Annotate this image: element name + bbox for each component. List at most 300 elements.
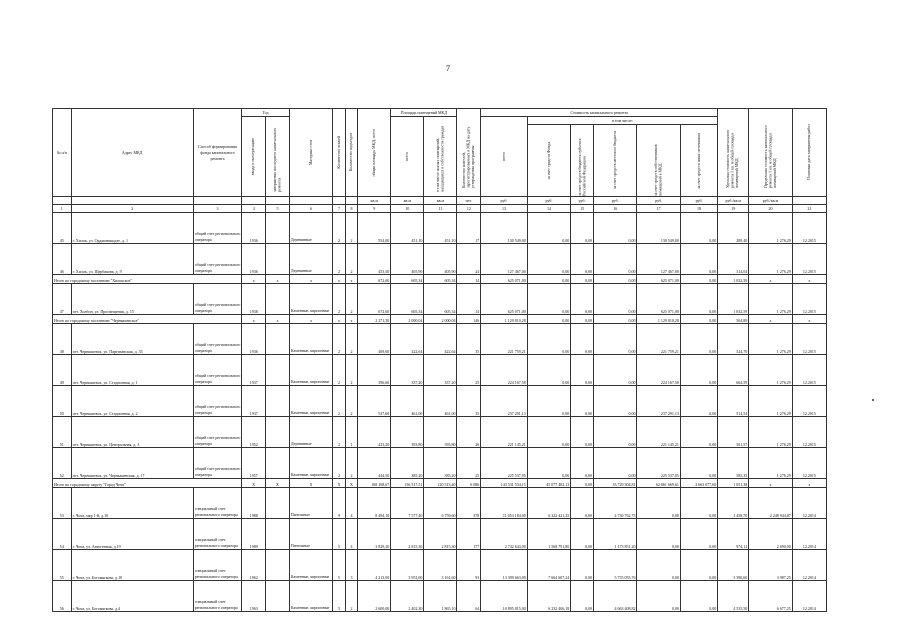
table-cell: 2 402,30 bbox=[391, 581, 424, 612]
table-cell: 3 bbox=[193, 205, 242, 213]
table-cell: 0,00 bbox=[571, 386, 594, 417]
table-cell: 625 071,00 bbox=[481, 284, 528, 315]
table-cell: x bbox=[749, 275, 792, 284]
column-numbers-row bbox=[53, 205, 827, 213]
table-cell: Панельные bbox=[289, 519, 332, 550]
capital-repair-table bbox=[52, 108, 827, 612]
table-cell: 56 bbox=[53, 581, 72, 612]
table-cell: 1 276,29 bbox=[749, 417, 792, 448]
table-cell: специальный счет регионального оператора bbox=[193, 550, 242, 581]
table-cell: 0,00 bbox=[593, 213, 636, 244]
table-cell bbox=[792, 197, 826, 205]
table-cell: 3 987,25 bbox=[749, 550, 792, 581]
table-row bbox=[53, 519, 827, 550]
table-cell bbox=[345, 197, 357, 205]
table-cell: 18 bbox=[680, 205, 717, 213]
table-cell: 48 bbox=[53, 324, 72, 355]
table-cell: 0,00 bbox=[571, 417, 594, 448]
table-cell: 12.2015 bbox=[792, 355, 826, 386]
table-cell: общий счет регионального оператора bbox=[193, 284, 242, 315]
table-cell: 4 bbox=[345, 519, 357, 550]
table-cell: общий счет регионального оператора bbox=[193, 213, 242, 244]
table-cell: x bbox=[333, 315, 345, 324]
total-row bbox=[53, 479, 827, 488]
table-row bbox=[53, 581, 827, 612]
header-cost-total: всего bbox=[481, 117, 528, 197]
table-cell: 25 bbox=[457, 355, 481, 386]
table-cell: 1 568 791,80 bbox=[527, 519, 570, 550]
header-max-cost: Предельная стоимость капитального ремонта 1 кв. м общей площади помещений МКД bbox=[749, 109, 792, 197]
table-cell: 54 bbox=[53, 519, 72, 550]
table-cell: 405,90 bbox=[391, 244, 424, 275]
table-cell: 26 bbox=[457, 417, 481, 448]
header-cost-local: за счет средств местного бюджета bbox=[593, 125, 636, 197]
table-cell: специальный счет регионального оператора bbox=[193, 519, 242, 550]
table-cell: г. Чита, мкр 1-й, д.10 bbox=[71, 488, 193, 519]
table-cell: 0,00 bbox=[680, 324, 717, 355]
table-cell bbox=[266, 197, 290, 205]
table-cell: 2 bbox=[345, 355, 357, 386]
header-premises-residential: в том числе жилых помещений, находящихся в собственности граждан bbox=[424, 117, 457, 197]
table-row bbox=[53, 324, 827, 355]
table-cell: 0,00 bbox=[527, 448, 570, 479]
table-cell: x bbox=[792, 275, 826, 284]
table-cell: 0,00 bbox=[527, 417, 570, 448]
table-cell: 314,04 bbox=[718, 244, 749, 275]
table-cell: 2 bbox=[333, 284, 345, 315]
table-cell: 2 bbox=[333, 355, 345, 386]
header-premises-group: Площадь помещений МКД bbox=[391, 109, 457, 117]
table-cell: x bbox=[242, 275, 266, 284]
table-cell: 62 061 669,61 bbox=[637, 479, 680, 488]
table-cell: 51 bbox=[53, 417, 72, 448]
header-year-commission: ввода в эксплуатацию bbox=[242, 117, 266, 197]
table-cell: 524,70 bbox=[718, 324, 749, 355]
table-cell: 237 291,13 bbox=[637, 386, 680, 417]
table-cell: 10 895 815,00 bbox=[481, 581, 528, 612]
table-cell bbox=[266, 417, 290, 448]
table-cell: 3 829,20 bbox=[358, 519, 391, 550]
table-cell: 49 bbox=[53, 355, 72, 386]
table-cell: 537,60 bbox=[358, 386, 391, 417]
table-cell: 0,00 bbox=[680, 244, 717, 275]
table-cell: 13 399 663,00 bbox=[481, 550, 528, 581]
table-cell: 453,50 bbox=[358, 244, 391, 275]
table-cell: 221 759,21 bbox=[481, 324, 528, 355]
table-cell: Итого по городскому поселению "Хилокское" bbox=[53, 275, 242, 284]
table-cell: специальный счет регионального оператора bbox=[193, 488, 242, 519]
table-cell: 3 161,60 bbox=[424, 550, 457, 581]
table-cell: 12.2015 bbox=[792, 284, 826, 315]
table-cell: 35 bbox=[457, 324, 481, 355]
table-cell: x bbox=[749, 479, 792, 488]
table-cell: 12.2014 bbox=[792, 581, 826, 612]
table-cell: 0,00 bbox=[571, 324, 594, 355]
table-cell: Каменные, кирпичные bbox=[289, 448, 332, 479]
table-cell: 1 032,59 bbox=[718, 284, 749, 315]
table-cell bbox=[266, 581, 290, 612]
table-cell: 2 663 077,60 bbox=[680, 479, 717, 488]
table-cell: 2 bbox=[333, 386, 345, 417]
table-cell: 393,80 bbox=[424, 417, 457, 448]
table-cell: 0,00 bbox=[593, 355, 636, 386]
table-cell: Каменные, кирпичные bbox=[289, 550, 332, 581]
header-method: Способ формирования фонда капитального ремонта bbox=[193, 109, 242, 197]
table-cell: X bbox=[345, 479, 357, 488]
table-cell: 1952 bbox=[242, 417, 266, 448]
table-cell: 561,57 bbox=[718, 417, 749, 448]
table-cell: 2 248 944,87 bbox=[749, 488, 792, 519]
table-cell: x bbox=[242, 315, 266, 324]
table-cell: 1 bbox=[345, 417, 357, 448]
table-cell: 33 729 304,81 bbox=[593, 479, 636, 488]
table-cell: x bbox=[333, 275, 345, 284]
table-cell: общий счет регионального оператора bbox=[193, 324, 242, 355]
table-cell: 224 167,58 bbox=[637, 355, 680, 386]
page-number: 7 bbox=[446, 64, 450, 73]
table-cell: 46 bbox=[53, 244, 72, 275]
table-cell: 0,00 bbox=[527, 284, 570, 315]
table-cell: 225 537,05 bbox=[481, 448, 528, 479]
table-cell: 2 bbox=[333, 213, 345, 244]
table-cell: 1 276,29 bbox=[749, 244, 792, 275]
table-cell: 385,20 bbox=[424, 448, 457, 479]
table-cell: 0,00 bbox=[593, 244, 636, 275]
table-cell: 0,00 bbox=[680, 355, 717, 386]
table-cell: руб. bbox=[527, 197, 570, 205]
table-cell: 4 213,00 bbox=[358, 550, 391, 581]
table-cell: руб. bbox=[593, 197, 636, 205]
table-cell: 554,00 bbox=[358, 213, 391, 244]
table-cell: 5 bbox=[333, 581, 345, 612]
table-cell: 12.2015 bbox=[792, 244, 826, 275]
table-cell: 0,00 bbox=[680, 488, 717, 519]
table-cell: 0,00 bbox=[571, 488, 594, 519]
table-cell: 12.2015 bbox=[792, 213, 826, 244]
table-cell: 12.2015 bbox=[792, 386, 826, 417]
table-cell: Каменные, кирпичные bbox=[289, 324, 332, 355]
table-cell: 1989 bbox=[242, 519, 266, 550]
table-cell: x bbox=[266, 315, 290, 324]
table-row bbox=[53, 417, 827, 448]
header-cost-subject: за счет средств бюджета субъекта Российской Федерации bbox=[571, 125, 594, 197]
table-cell: Деревянные bbox=[289, 417, 332, 448]
table-cell: 1962 bbox=[242, 550, 266, 581]
table-cell: 168 168,67 bbox=[358, 479, 391, 488]
table-cell: 13 bbox=[481, 205, 528, 213]
table-cell: 93 bbox=[457, 550, 481, 581]
table-cell: 3 952,00 bbox=[391, 550, 424, 581]
table-cell: руб./кв.м bbox=[749, 197, 792, 205]
table-cell: 469,60 bbox=[358, 324, 391, 355]
table-cell: x bbox=[792, 315, 826, 324]
table-cell: 1 276,29 bbox=[749, 355, 792, 386]
table-cell: 0,00 bbox=[571, 550, 594, 581]
table-row bbox=[53, 448, 827, 479]
table-cell: 2 815,30 bbox=[391, 519, 424, 550]
table-cell: 6 322 421,25 bbox=[527, 488, 570, 519]
table-cell: 25 bbox=[457, 448, 481, 479]
table-cell: 127 467,00 bbox=[637, 244, 680, 275]
table-cell: 0,00 bbox=[593, 284, 636, 315]
table-cell: 3 bbox=[345, 550, 357, 581]
table-cell: 0,00 bbox=[571, 355, 594, 386]
table-cell: 422,64 bbox=[391, 324, 424, 355]
table-cell: 5 bbox=[333, 550, 345, 581]
table-cell: 9 bbox=[333, 488, 345, 519]
table-cell: 4 bbox=[242, 205, 266, 213]
table-row bbox=[53, 213, 827, 244]
table-cell: x bbox=[289, 315, 332, 324]
table-cell: 224 167,58 bbox=[481, 355, 528, 386]
table-cell: 1 276,29 bbox=[749, 213, 792, 244]
table-cell: 3 390,60 bbox=[718, 550, 749, 581]
table-cell: 0,00 bbox=[593, 417, 636, 448]
table-cell: г. Хилок, ул. Щербакова, д. 9 bbox=[71, 244, 193, 275]
table-cell: специальный счет регионального оператора bbox=[193, 581, 242, 612]
table-cell: 289,40 bbox=[718, 213, 749, 244]
table-cell: 2 690,00 bbox=[749, 519, 792, 550]
table-cell: 130 549,00 bbox=[481, 213, 528, 244]
total-row bbox=[53, 275, 827, 284]
table-cell: 1936 bbox=[242, 324, 266, 355]
table-cell: 564,89 bbox=[718, 315, 749, 324]
table-cell: 1 276,29 bbox=[749, 448, 792, 479]
table-cell: 423,20 bbox=[358, 417, 391, 448]
table-cell bbox=[333, 197, 345, 205]
table-cell: X bbox=[266, 479, 290, 488]
table-cell: 1 458,70 bbox=[718, 488, 749, 519]
table-cell bbox=[266, 448, 290, 479]
table-cell: общий счет регионального оператора bbox=[193, 448, 242, 479]
table-cell: 0,00 bbox=[527, 315, 570, 324]
table-cell: 2 600,00 bbox=[358, 581, 391, 612]
table-cell: 127 467,00 bbox=[481, 244, 528, 275]
table-cell: 1 865,10 bbox=[424, 581, 457, 612]
table-cell: г. Чита, ул. Богомягкова, д.10 bbox=[71, 550, 193, 581]
table-cell: 0,00 bbox=[680, 550, 717, 581]
table-cell: 0,00 bbox=[680, 315, 717, 324]
table-cell: 64 bbox=[457, 581, 481, 612]
table-cell: 2 bbox=[345, 386, 357, 417]
table-cell: пгт. Чернышевск, ул. Центральная, д. 3 bbox=[71, 417, 193, 448]
table-row bbox=[53, 244, 827, 275]
table-cell: 237 291,13 bbox=[481, 386, 528, 417]
table-cell: 15 bbox=[571, 205, 594, 213]
table-cell: 6 bbox=[289, 205, 332, 213]
table-cell: 1936 bbox=[242, 213, 266, 244]
table-cell: 974,12 bbox=[718, 519, 749, 550]
table-cell: 2 bbox=[333, 244, 345, 275]
table-cell: 1 129 810,28 bbox=[481, 315, 528, 324]
table-cell: общий счет регионального оператора bbox=[193, 244, 242, 275]
table-cell: 17 bbox=[457, 213, 481, 244]
header-year-group: Год bbox=[242, 109, 290, 117]
header-cost-other: за счет средств иных источников bbox=[680, 125, 717, 197]
table-cell: 221 145,21 bbox=[481, 417, 528, 448]
table-cell: 12.2014 bbox=[792, 519, 826, 550]
table-cell: 0,00 bbox=[680, 284, 717, 315]
table-cell: 0,00 bbox=[680, 448, 717, 479]
table-cell: x bbox=[749, 315, 792, 324]
table-cell: 11 053 184,00 bbox=[481, 488, 528, 519]
table-cell: 0,00 bbox=[571, 315, 594, 324]
table-cell: 514,54 bbox=[718, 386, 749, 417]
table-cell: Деревянные bbox=[289, 244, 332, 275]
table-cell: 0,00 bbox=[593, 324, 636, 355]
table-cell: 9 bbox=[358, 205, 391, 213]
table-cell: 1 051,38 bbox=[718, 479, 749, 488]
table-cell: 50 bbox=[53, 386, 72, 417]
table-cell: 605,34 bbox=[391, 275, 424, 284]
table-body bbox=[53, 197, 827, 612]
table-row bbox=[53, 550, 827, 581]
table-cell bbox=[266, 213, 290, 244]
header-no: № п/п bbox=[53, 109, 72, 197]
table-cell: 12.2015 bbox=[792, 324, 826, 355]
table-cell: руб./кв.м bbox=[718, 197, 749, 205]
header-floors: Количество этажей bbox=[333, 109, 345, 197]
table-cell: 52 bbox=[53, 448, 72, 479]
table-cell: Итого по городскому округу "Город Чита" bbox=[53, 479, 242, 488]
table-cell: 461,00 bbox=[424, 386, 457, 417]
table-cell: 1938 bbox=[242, 284, 266, 315]
table-cell: 0,00 bbox=[571, 213, 594, 244]
table-cell: 53 bbox=[53, 488, 72, 519]
table-cell: 177 bbox=[457, 519, 481, 550]
table-cell: 1 032,59 bbox=[718, 275, 749, 284]
table-cell: 0,00 bbox=[571, 581, 594, 612]
table-cell bbox=[289, 197, 332, 205]
table-cell: 0,00 bbox=[680, 581, 717, 612]
header-cost-owners: за счет средств собственников помещений в МКД bbox=[637, 125, 680, 197]
capital-repair-table-sheet bbox=[52, 108, 827, 612]
table-cell: 337,20 bbox=[391, 355, 424, 386]
table-cell: 12.2014 bbox=[792, 550, 826, 581]
table-cell: x bbox=[345, 315, 357, 324]
table-cell: 8 494,10 bbox=[358, 488, 391, 519]
header-plan-date: Плановая дата завершения работ bbox=[792, 109, 826, 197]
table-cell: 12.2014 bbox=[792, 488, 826, 519]
table-cell: 19 bbox=[718, 205, 749, 213]
table-cell: 5 bbox=[266, 205, 290, 213]
table-cell: 0,00 bbox=[571, 284, 594, 315]
table-cell: 6 759,60 bbox=[424, 488, 457, 519]
table-cell bbox=[266, 355, 290, 386]
table-cell: 6 086 bbox=[457, 479, 481, 488]
table-cell: 2 271,50 bbox=[358, 315, 391, 324]
table-cell: общий счет регионального оператора bbox=[193, 386, 242, 417]
table-cell: пгт. Чернышевск, ул. Партизанская, д. 35 bbox=[71, 324, 193, 355]
table-cell: 0,00 bbox=[593, 448, 636, 479]
table-row bbox=[53, 488, 827, 519]
table-cell bbox=[266, 324, 290, 355]
table-cell: X bbox=[333, 479, 345, 488]
table-cell: 1 276,29 bbox=[749, 324, 792, 355]
table-cell: x bbox=[345, 275, 357, 284]
table-cell: 2 bbox=[345, 324, 357, 355]
table-cell bbox=[242, 197, 266, 205]
table-cell: 136 517,51 bbox=[391, 479, 424, 488]
table-cell: X bbox=[242, 479, 266, 488]
table-cell: 451,10 bbox=[391, 213, 424, 244]
table-cell: 24 bbox=[457, 244, 481, 275]
table-cell: 146 bbox=[457, 315, 481, 324]
table-cell: г. Чита, ул. Автогенная, д.19 bbox=[71, 519, 193, 550]
table-cell: 1963 bbox=[242, 581, 266, 612]
table-cell: 47 bbox=[53, 284, 72, 315]
table-cell: 0,00 bbox=[527, 386, 570, 417]
table-cell: 2 742 643,00 bbox=[481, 519, 528, 550]
table-cell: 4 bbox=[345, 488, 357, 519]
header-address: Адрес МКД bbox=[71, 109, 193, 197]
table-cell: 10 bbox=[391, 205, 424, 213]
table-row bbox=[53, 386, 827, 417]
table-cell: пгт. Чернышевск, ул. Чернышевская, д. 17 bbox=[71, 448, 193, 479]
table-cell: пгт. Чернышевск, ул. Стадионная, д. 1 bbox=[71, 355, 193, 386]
table-cell: x bbox=[289, 275, 332, 284]
table-row bbox=[53, 355, 827, 386]
table-cell: 221 759,21 bbox=[637, 324, 680, 355]
table-cell: 625 071,00 bbox=[637, 275, 680, 284]
table-cell: Каменные, кирпичные bbox=[289, 355, 332, 386]
header-cost-fund: за счет средств Фонда bbox=[527, 125, 570, 197]
table-cell: 2 000,04 bbox=[391, 315, 424, 324]
table-cell: Каменные, кирпичные bbox=[289, 386, 332, 417]
table-cell: 0,00 bbox=[593, 315, 636, 324]
table-cell: 1936 bbox=[242, 244, 266, 275]
table-cell: 4 535,50 bbox=[718, 581, 749, 612]
table-row bbox=[53, 284, 827, 315]
table-cell: 1988 bbox=[242, 488, 266, 519]
table-cell: Каменные, кирпичные bbox=[289, 284, 332, 315]
table-cell: 1 276,29 bbox=[749, 284, 792, 315]
table-cell: 605,34 bbox=[391, 284, 424, 315]
table-cell: 605,34 bbox=[424, 275, 457, 284]
table-cell bbox=[266, 244, 290, 275]
table-cell: 7 664 607,24 bbox=[527, 550, 570, 581]
table-cell: 2 bbox=[345, 448, 357, 479]
table-cell: 0,00 bbox=[527, 355, 570, 386]
table-cell: руб. bbox=[680, 197, 717, 205]
table-cell: 0,00 bbox=[527, 275, 570, 284]
table-cell: X bbox=[289, 479, 332, 488]
table-cell: 451,10 bbox=[424, 213, 457, 244]
table-cell: г. Хилок, ул. Орджоникидзе, д. 1 bbox=[71, 213, 193, 244]
table-cell: 21 bbox=[792, 205, 826, 213]
table-cell: общий счет регионального оператора bbox=[193, 417, 242, 448]
table-cell: 45 bbox=[53, 213, 72, 244]
table-cell bbox=[266, 284, 290, 315]
table-cell: 0,00 bbox=[680, 213, 717, 244]
table-cell: руб. bbox=[571, 197, 594, 205]
table-cell: 0,00 bbox=[571, 479, 594, 488]
table-cell: 405,90 bbox=[424, 244, 457, 275]
total-row bbox=[53, 315, 827, 324]
table-cell: 11 bbox=[424, 205, 457, 213]
table-cell: 0,00 bbox=[527, 213, 570, 244]
table-cell: 393,80 bbox=[391, 417, 424, 448]
table-cell: 8 bbox=[345, 205, 357, 213]
table-cell: 4 663 408,82 bbox=[593, 581, 636, 612]
table-cell: 444,50 bbox=[358, 448, 391, 479]
table-cell: 16 bbox=[593, 205, 636, 213]
table-cell: 7 bbox=[333, 205, 345, 213]
table-cell: пгт. Чернышевск, ул. Стадионная, д. 2 bbox=[71, 386, 193, 417]
table-cell: 0,00 bbox=[680, 519, 717, 550]
table-cell: 0,00 bbox=[571, 244, 594, 275]
table-cell: 0,00 bbox=[680, 386, 717, 417]
